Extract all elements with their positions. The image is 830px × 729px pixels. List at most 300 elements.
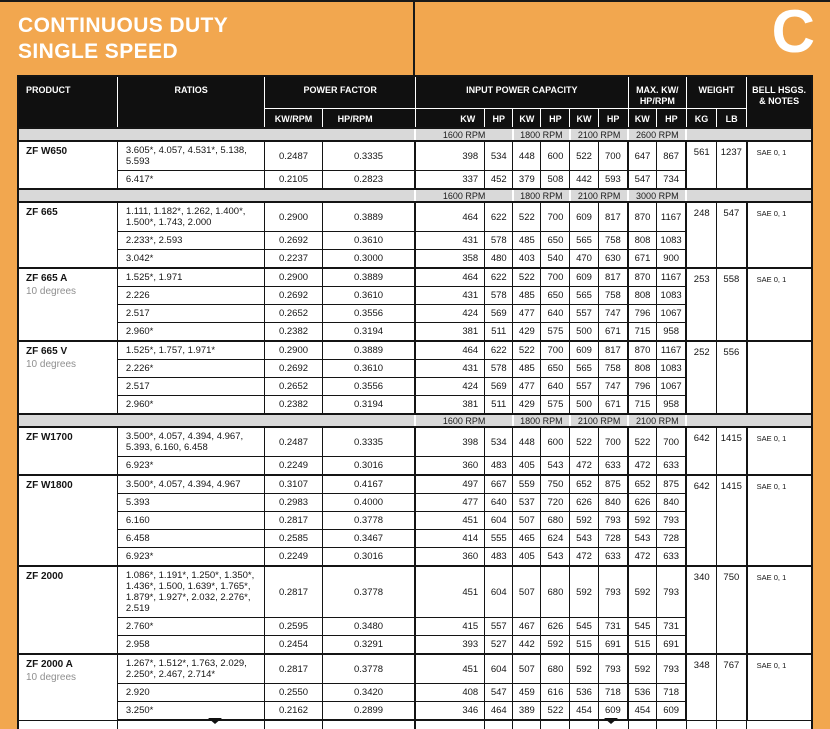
capacity-kw-cell: 537	[513, 494, 541, 512]
cutoff-cell	[570, 720, 598, 729]
capacity-kw-cell: 414	[415, 530, 484, 548]
capacity-hp-cell: 575	[541, 396, 570, 415]
capacity-hp-cell: 543	[541, 548, 570, 567]
cutoff-cell	[628, 720, 656, 729]
page-title-line1: CONTINUOUS DUTY	[18, 14, 229, 37]
capacity-hp-cell: 569	[485, 305, 513, 323]
power-factor-hp-rpm-cell: 0.3480	[322, 618, 415, 636]
capacity-hp-cell: 793	[598, 654, 628, 684]
weight-kg-cell: 252	[686, 341, 716, 414]
ratios-cell: 2.233*, 2.593	[117, 232, 265, 250]
power-factor-kw-rpm-cell: 0.2900	[265, 202, 322, 232]
table-body	[18, 128, 812, 729]
ratios-cell: 6.923*	[117, 548, 265, 567]
power-factor-hp-rpm-cell: 0.3016	[322, 457, 415, 476]
capacity-kw-cell: 465	[513, 530, 541, 548]
subheader-kw-rpm: KW/RPM	[265, 108, 322, 128]
capacity-kw-cell: 405	[513, 457, 541, 476]
power-factor-hp-rpm-cell: 0.3778	[322, 566, 415, 618]
capacity-hp-cell: 452	[485, 171, 513, 190]
capacity-hp-cell: 700	[541, 268, 570, 287]
page-title-line2: SINGLE SPEED	[18, 40, 179, 63]
capacity-hp-cell: 840	[598, 494, 628, 512]
capacity-hp-cell: 875	[598, 475, 628, 494]
power-factor-hp-rpm-cell: 0.3889	[322, 202, 415, 232]
rpm-band-cell: 2100 RPM	[628, 414, 686, 427]
power-factor-hp-rpm-cell: 0.3467	[322, 530, 415, 548]
capacity-kw-cell: 609	[570, 202, 598, 232]
capacity-hp-cell: 700	[541, 341, 570, 360]
max-kw-cell: 454	[628, 702, 656, 721]
subheader-max-kw: KW	[628, 108, 656, 128]
capacity-hp-cell: 578	[485, 360, 513, 378]
bell-notes-cell: SAE 0, 1	[747, 475, 812, 566]
ratios-cell: 6.160	[117, 512, 265, 530]
capacity-hp-cell: 758	[598, 287, 628, 305]
power-factor-hp-rpm-cell: 0.3610	[322, 287, 415, 305]
power-factor-kw-rpm-cell: 0.2900	[265, 341, 322, 360]
max-hp-cell: 840	[656, 494, 686, 512]
max-hp-cell: 793	[656, 512, 686, 530]
capacity-hp-cell: 650	[541, 232, 570, 250]
weight-lb-cell: 547	[717, 202, 747, 268]
max-hp-cell: 1167	[656, 341, 686, 360]
subheader-kw: KW	[513, 108, 541, 128]
power-factor-hp-rpm-cell: 0.3194	[322, 323, 415, 342]
spec-row	[18, 202, 812, 232]
capacity-kw-cell: 424	[415, 378, 484, 396]
product-name: ZF W1800	[26, 480, 73, 491]
capacity-hp-cell: 624	[541, 530, 570, 548]
capacity-kw-cell: 431	[415, 287, 484, 305]
product-name: ZF W1700	[26, 432, 73, 443]
max-kw-cell: 652	[628, 475, 656, 494]
col-header-ratios: RATIOS	[117, 76, 265, 128]
power-factor-kw-rpm-cell: 0.2817	[265, 566, 322, 618]
capacity-hp-cell: 731	[598, 618, 628, 636]
capacity-kw-cell: 522	[570, 427, 598, 457]
capacity-hp-cell: 622	[485, 341, 513, 360]
max-kw-cell: 796	[628, 378, 656, 396]
max-kw-cell: 547	[628, 171, 656, 190]
capacity-kw-cell: 592	[570, 566, 598, 618]
rpm-band-cell: 2100 RPM	[570, 189, 628, 202]
bell-notes-cell: SAE 0, 1	[747, 654, 812, 720]
capacity-hp-cell: 633	[598, 457, 628, 476]
cutoff-cell	[513, 720, 541, 729]
capacity-kw-cell: 485	[513, 232, 541, 250]
capacity-kw-cell: 500	[570, 396, 598, 415]
ratios-cell: 6.923*	[117, 457, 265, 476]
capacity-kw-cell: 477	[513, 305, 541, 323]
col-header-input-power-capacity: INPUT POWER CAPACITY	[415, 76, 628, 108]
capacity-hp-cell: 680	[541, 566, 570, 618]
product-name: ZF 665 A	[26, 273, 68, 284]
weight-kg-cell: 561	[686, 141, 716, 189]
subheader-hp: HP	[541, 108, 570, 128]
max-hp-cell: 1067	[656, 378, 686, 396]
capacity-kw-cell: 431	[415, 360, 484, 378]
rpm-band-filler	[686, 414, 812, 427]
power-factor-kw-rpm-cell: 0.2382	[265, 323, 322, 342]
capacity-hp-cell: 527	[485, 636, 513, 655]
subheader-lb: LB	[717, 108, 747, 128]
spec-row	[18, 654, 812, 684]
power-factor-hp-rpm-cell: 0.3778	[322, 654, 415, 684]
weight-kg-cell: 340	[686, 566, 716, 654]
capacity-hp-cell: 630	[598, 250, 628, 269]
capacity-hp-cell: 758	[598, 232, 628, 250]
rpm-band-filler	[18, 189, 415, 202]
cutoff-cell	[656, 720, 686, 729]
capacity-kw-cell: 467	[513, 618, 541, 636]
capacity-hp-cell: 622	[485, 202, 513, 232]
capacity-kw-cell: 358	[415, 250, 484, 269]
capacity-hp-cell: 540	[541, 250, 570, 269]
power-factor-kw-rpm-cell: 0.2692	[265, 360, 322, 378]
max-hp-cell: 900	[656, 250, 686, 269]
subheader-kg: KG	[686, 108, 716, 128]
power-factor-kw-rpm-cell: 0.2550	[265, 684, 322, 702]
capacity-kw-cell: 424	[415, 305, 484, 323]
capacity-hp-cell: 667	[485, 475, 513, 494]
capacity-kw-cell: 379	[513, 171, 541, 190]
capacity-hp-cell: 569	[485, 378, 513, 396]
capacity-kw-cell: 609	[570, 268, 598, 287]
max-kw-cell: 671	[628, 250, 656, 269]
capacity-hp-cell: 592	[541, 636, 570, 655]
max-hp-cell: 1167	[656, 268, 686, 287]
capacity-hp-cell: 650	[541, 360, 570, 378]
capacity-hp-cell: 680	[541, 654, 570, 684]
max-hp-cell: 1067	[656, 305, 686, 323]
capacity-kw-cell: 500	[570, 323, 598, 342]
rpm-band-row	[18, 414, 812, 427]
cutoff-cell	[18, 720, 117, 729]
capacity-hp-cell: 604	[485, 566, 513, 618]
capacity-kw-cell: 360	[415, 457, 484, 476]
capacity-kw-cell: 559	[513, 475, 541, 494]
table-header	[18, 76, 812, 128]
rpm-band-filler	[18, 128, 415, 141]
max-hp-cell: 734	[656, 171, 686, 190]
subheader-hp: HP	[598, 108, 628, 128]
max-kw-cell: 515	[628, 636, 656, 655]
max-hp-cell: 875	[656, 475, 686, 494]
capacity-hp-cell: 700	[598, 141, 628, 171]
rpm-band-row	[18, 189, 812, 202]
power-factor-kw-rpm-cell: 0.2692	[265, 232, 322, 250]
ratios-cell: 2.517	[117, 378, 265, 396]
max-hp-cell: 1083	[656, 360, 686, 378]
max-kw-cell: 796	[628, 305, 656, 323]
cutoff-cell	[265, 720, 322, 729]
power-factor-kw-rpm-cell: 0.2249	[265, 548, 322, 567]
capacity-kw-cell: 565	[570, 232, 598, 250]
weight-kg-cell: 248	[686, 202, 716, 268]
capacity-kw-cell: 429	[513, 396, 541, 415]
product-cell	[18, 475, 117, 566]
capacity-hp-cell: 700	[541, 202, 570, 232]
capacity-hp-cell: 633	[598, 548, 628, 567]
capacity-hp-cell: 747	[598, 305, 628, 323]
capacity-hp-cell: 609	[598, 702, 628, 721]
cutoff-cell	[717, 720, 747, 729]
capacity-kw-cell: 464	[415, 202, 484, 232]
capacity-kw-cell: 442	[570, 171, 598, 190]
capacity-kw-cell: 536	[570, 684, 598, 702]
capacity-hp-cell: 671	[598, 323, 628, 342]
cutoff-cell	[541, 720, 570, 729]
capacity-hp-cell: 650	[541, 287, 570, 305]
product-note: 10 degrees	[26, 286, 77, 297]
product-name: ZF 665 V	[26, 346, 68, 357]
power-factor-kw-rpm-cell: 0.2652	[265, 305, 322, 323]
bell-notes-cell: SAE 0, 1	[747, 141, 812, 189]
power-factor-hp-rpm-cell: 0.3610	[322, 232, 415, 250]
capacity-hp-cell: 483	[485, 457, 513, 476]
max-kw-cell: 626	[628, 494, 656, 512]
subheader-kw: KW	[570, 108, 598, 128]
capacity-kw-cell: 448	[513, 141, 541, 171]
max-hp-cell: 867	[656, 141, 686, 171]
max-kw-cell: 870	[628, 202, 656, 232]
max-hp-cell: 958	[656, 323, 686, 342]
rpm-band-filler	[686, 189, 812, 202]
product-cell	[18, 268, 117, 341]
weight-lb-cell: 556	[717, 341, 747, 414]
bell-header-line1: BELL HSGS.	[752, 85, 806, 95]
capacity-kw-cell: 405	[513, 548, 541, 567]
rpm-band-cell: 1800 RPM	[513, 128, 570, 141]
power-factor-kw-rpm-cell: 0.2900	[265, 268, 322, 287]
capacity-hp-cell: 578	[485, 287, 513, 305]
max-hp-cell: 1083	[656, 287, 686, 305]
capacity-hp-cell: 700	[598, 427, 628, 457]
capacity-hp-cell: 616	[541, 684, 570, 702]
capacity-hp-cell: 747	[598, 378, 628, 396]
capacity-kw-cell: 557	[570, 378, 598, 396]
ratios-cell: 3.250*	[117, 702, 265, 721]
rpm-band-cell: 2100 RPM	[570, 414, 628, 427]
bell-header-line2: & NOTES	[759, 96, 800, 106]
rpm-band-cell: 1600 RPM	[415, 189, 512, 202]
capacity-kw-cell: 485	[513, 360, 541, 378]
ratios-cell: 6.417*	[117, 171, 265, 190]
product-cell	[18, 202, 117, 268]
capacity-kw-cell: 346	[415, 702, 484, 721]
capacity-hp-cell: 817	[598, 268, 628, 287]
ratios-cell: 1.086*, 1.191*, 1.250*, 1.350*, 1.436*, 1.500, 1.639*, 1.765*, 1.879*, 1.927*, 2.032, 2.276*, 2.519	[117, 566, 265, 618]
max-kw-cell: 543	[628, 530, 656, 548]
capacity-kw-cell: 381	[415, 323, 484, 342]
max-hp-cell: 1167	[656, 202, 686, 232]
capacity-kw-cell: 398	[415, 427, 484, 457]
capacity-hp-cell: 718	[598, 684, 628, 702]
max-hp-cell: 1083	[656, 232, 686, 250]
capacity-hp-cell: 671	[598, 396, 628, 415]
product-cell	[18, 566, 117, 654]
ratios-cell: 3.042*	[117, 250, 265, 269]
capacity-kw-cell: 393	[415, 636, 484, 655]
capacity-kw-cell: 403	[513, 250, 541, 269]
power-factor-kw-rpm-cell: 0.2817	[265, 512, 322, 530]
max-kw-cell: 647	[628, 141, 656, 171]
rpm-band-cell: 2600 RPM	[628, 128, 686, 141]
capacity-kw-cell: 609	[570, 341, 598, 360]
rpm-band-row	[18, 128, 812, 141]
cutoff-row	[18, 720, 812, 729]
max-header-line2: HP/RPM	[639, 96, 675, 106]
capacity-kw-cell: 442	[513, 636, 541, 655]
max-kw-cell: 808	[628, 360, 656, 378]
product-note: 10 degrees	[26, 672, 77, 683]
capacity-hp-cell: 680	[541, 512, 570, 530]
ratios-cell: 1.525*, 1.757, 1.971*	[117, 341, 265, 360]
vertical-rule	[413, 0, 415, 76]
ratios-cell: 1.525*, 1.971	[117, 268, 265, 287]
capacity-kw-cell: 507	[513, 654, 541, 684]
power-factor-kw-rpm-cell: 0.2249	[265, 457, 322, 476]
capacity-kw-cell: 472	[570, 457, 598, 476]
power-factor-kw-rpm-cell: 0.2454	[265, 636, 322, 655]
ratios-cell: 2.760*	[117, 618, 265, 636]
power-factor-hp-rpm-cell: 0.3420	[322, 684, 415, 702]
capacity-kw-cell: 451	[415, 654, 484, 684]
max-hp-cell: 718	[656, 684, 686, 702]
capacity-kw-cell: 477	[415, 494, 484, 512]
capacity-kw-cell: 485	[513, 287, 541, 305]
capacity-hp-cell: 758	[598, 360, 628, 378]
subheader-max-hp: HP	[656, 108, 686, 128]
capacity-kw-cell: 454	[570, 702, 598, 721]
rpm-band-cell: 1800 RPM	[513, 189, 570, 202]
power-factor-kw-rpm-cell: 0.2692	[265, 287, 322, 305]
capacity-kw-cell: 626	[570, 494, 598, 512]
cutoff-cell	[415, 720, 484, 729]
max-kw-cell: 715	[628, 396, 656, 415]
spec-table	[17, 75, 813, 729]
product-name: ZF 2000	[26, 571, 64, 582]
ratios-cell: 3.500*, 4.057, 4.394, 4.967, 5.393, 6.160, 6.458	[117, 427, 265, 457]
capacity-kw-cell: 592	[570, 654, 598, 684]
capacity-hp-cell: 543	[541, 457, 570, 476]
capacity-kw-cell: 408	[415, 684, 484, 702]
capacity-hp-cell: 547	[485, 684, 513, 702]
power-factor-hp-rpm-cell: 0.3889	[322, 341, 415, 360]
spec-table-wrap	[17, 75, 813, 729]
ratios-cell: 3.605*, 4.057, 4.531*, 5.138, 5.593	[117, 141, 265, 171]
ratios-cell: 2.517	[117, 305, 265, 323]
weight-lb-cell: 1415	[717, 475, 747, 566]
power-factor-hp-rpm-cell: 0.3335	[322, 141, 415, 171]
power-factor-hp-rpm-cell: 0.4000	[322, 494, 415, 512]
ratios-cell: 1.267*, 1.512*, 1.763, 2.029, 2.250*, 2.467, 2.714*	[117, 654, 265, 684]
subheader-kw: KW	[415, 108, 484, 128]
col-header-weight: WEIGHT	[686, 76, 746, 108]
capacity-kw-cell: 522	[513, 341, 541, 360]
capacity-hp-cell: 464	[485, 702, 513, 721]
ratios-cell: 5.393	[117, 494, 265, 512]
product-note: 10 degrees	[26, 359, 77, 370]
product-name: ZF W650	[26, 146, 68, 157]
capacity-kw-cell: 543	[570, 530, 598, 548]
capacity-kw-cell: 459	[513, 684, 541, 702]
capacity-hp-cell: 817	[598, 341, 628, 360]
power-factor-hp-rpm-cell: 0.3610	[322, 360, 415, 378]
rpm-band-cell: 1600 RPM	[415, 128, 512, 141]
capacity-kw-cell: 470	[570, 250, 598, 269]
power-factor-hp-rpm-cell: 0.3556	[322, 378, 415, 396]
power-factor-hp-rpm-cell: 0.3000	[322, 250, 415, 269]
max-kw-cell: 472	[628, 548, 656, 567]
capacity-hp-cell: 534	[485, 141, 513, 171]
cutoff-cell	[747, 720, 812, 729]
power-factor-hp-rpm-cell: 0.2899	[322, 702, 415, 721]
capacity-kw-cell: 507	[513, 566, 541, 618]
capacity-kw-cell: 515	[570, 636, 598, 655]
power-factor-kw-rpm-cell: 0.2817	[265, 654, 322, 684]
capacity-hp-cell: 728	[598, 530, 628, 548]
power-factor-kw-rpm-cell: 0.2487	[265, 427, 322, 457]
max-kw-cell: 808	[628, 232, 656, 250]
product-cell	[18, 427, 117, 475]
spec-row	[18, 341, 812, 360]
spec-row	[18, 268, 812, 287]
capacity-hp-cell: 522	[541, 702, 570, 721]
max-kw-cell: 592	[628, 566, 656, 618]
weight-kg-cell: 642	[686, 427, 716, 475]
product-cell	[18, 654, 117, 720]
power-factor-kw-rpm-cell: 0.2595	[265, 618, 322, 636]
max-kw-cell: 592	[628, 512, 656, 530]
weight-kg-cell: 348	[686, 654, 716, 720]
weight-lb-cell: 1415	[717, 427, 747, 475]
power-factor-kw-rpm-cell: 0.2105	[265, 171, 322, 190]
col-header-max-kw-hp-rpm	[628, 76, 686, 108]
product-cell	[18, 141, 117, 189]
max-kw-cell: 715	[628, 323, 656, 342]
capacity-hp-cell: 640	[485, 494, 513, 512]
bell-notes-cell: SAE 0, 1	[747, 268, 812, 341]
capacity-kw-cell: 557	[570, 305, 598, 323]
capacity-kw-cell: 652	[570, 475, 598, 494]
section-letter: C	[771, 0, 815, 65]
capacity-hp-cell: 593	[598, 171, 628, 190]
ratios-cell: 1.111, 1.182*, 1.262, 1.400*, 1.500*, 1.743, 2.000	[117, 202, 265, 232]
weight-lb-cell: 750	[717, 566, 747, 654]
spec-row	[18, 566, 812, 618]
spec-row	[18, 141, 812, 171]
capacity-hp-cell: 793	[598, 512, 628, 530]
power-factor-kw-rpm-cell: 0.2162	[265, 702, 322, 721]
capacity-hp-cell: 793	[598, 566, 628, 618]
capacity-hp-cell: 557	[485, 618, 513, 636]
power-factor-hp-rpm-cell: 0.3778	[322, 512, 415, 530]
spec-row	[18, 475, 812, 494]
max-hp-cell: 793	[656, 566, 686, 618]
capacity-kw-cell: 464	[415, 341, 484, 360]
max-hp-cell: 958	[656, 396, 686, 415]
capacity-hp-cell: 691	[598, 636, 628, 655]
max-kw-cell: 870	[628, 268, 656, 287]
max-kw-cell: 472	[628, 457, 656, 476]
rpm-band-filler	[686, 128, 812, 141]
max-hp-cell: 731	[656, 618, 686, 636]
power-factor-hp-rpm-cell: 0.3016	[322, 548, 415, 567]
max-kw-cell: 870	[628, 341, 656, 360]
product-name: ZF 2000 A	[26, 659, 73, 670]
